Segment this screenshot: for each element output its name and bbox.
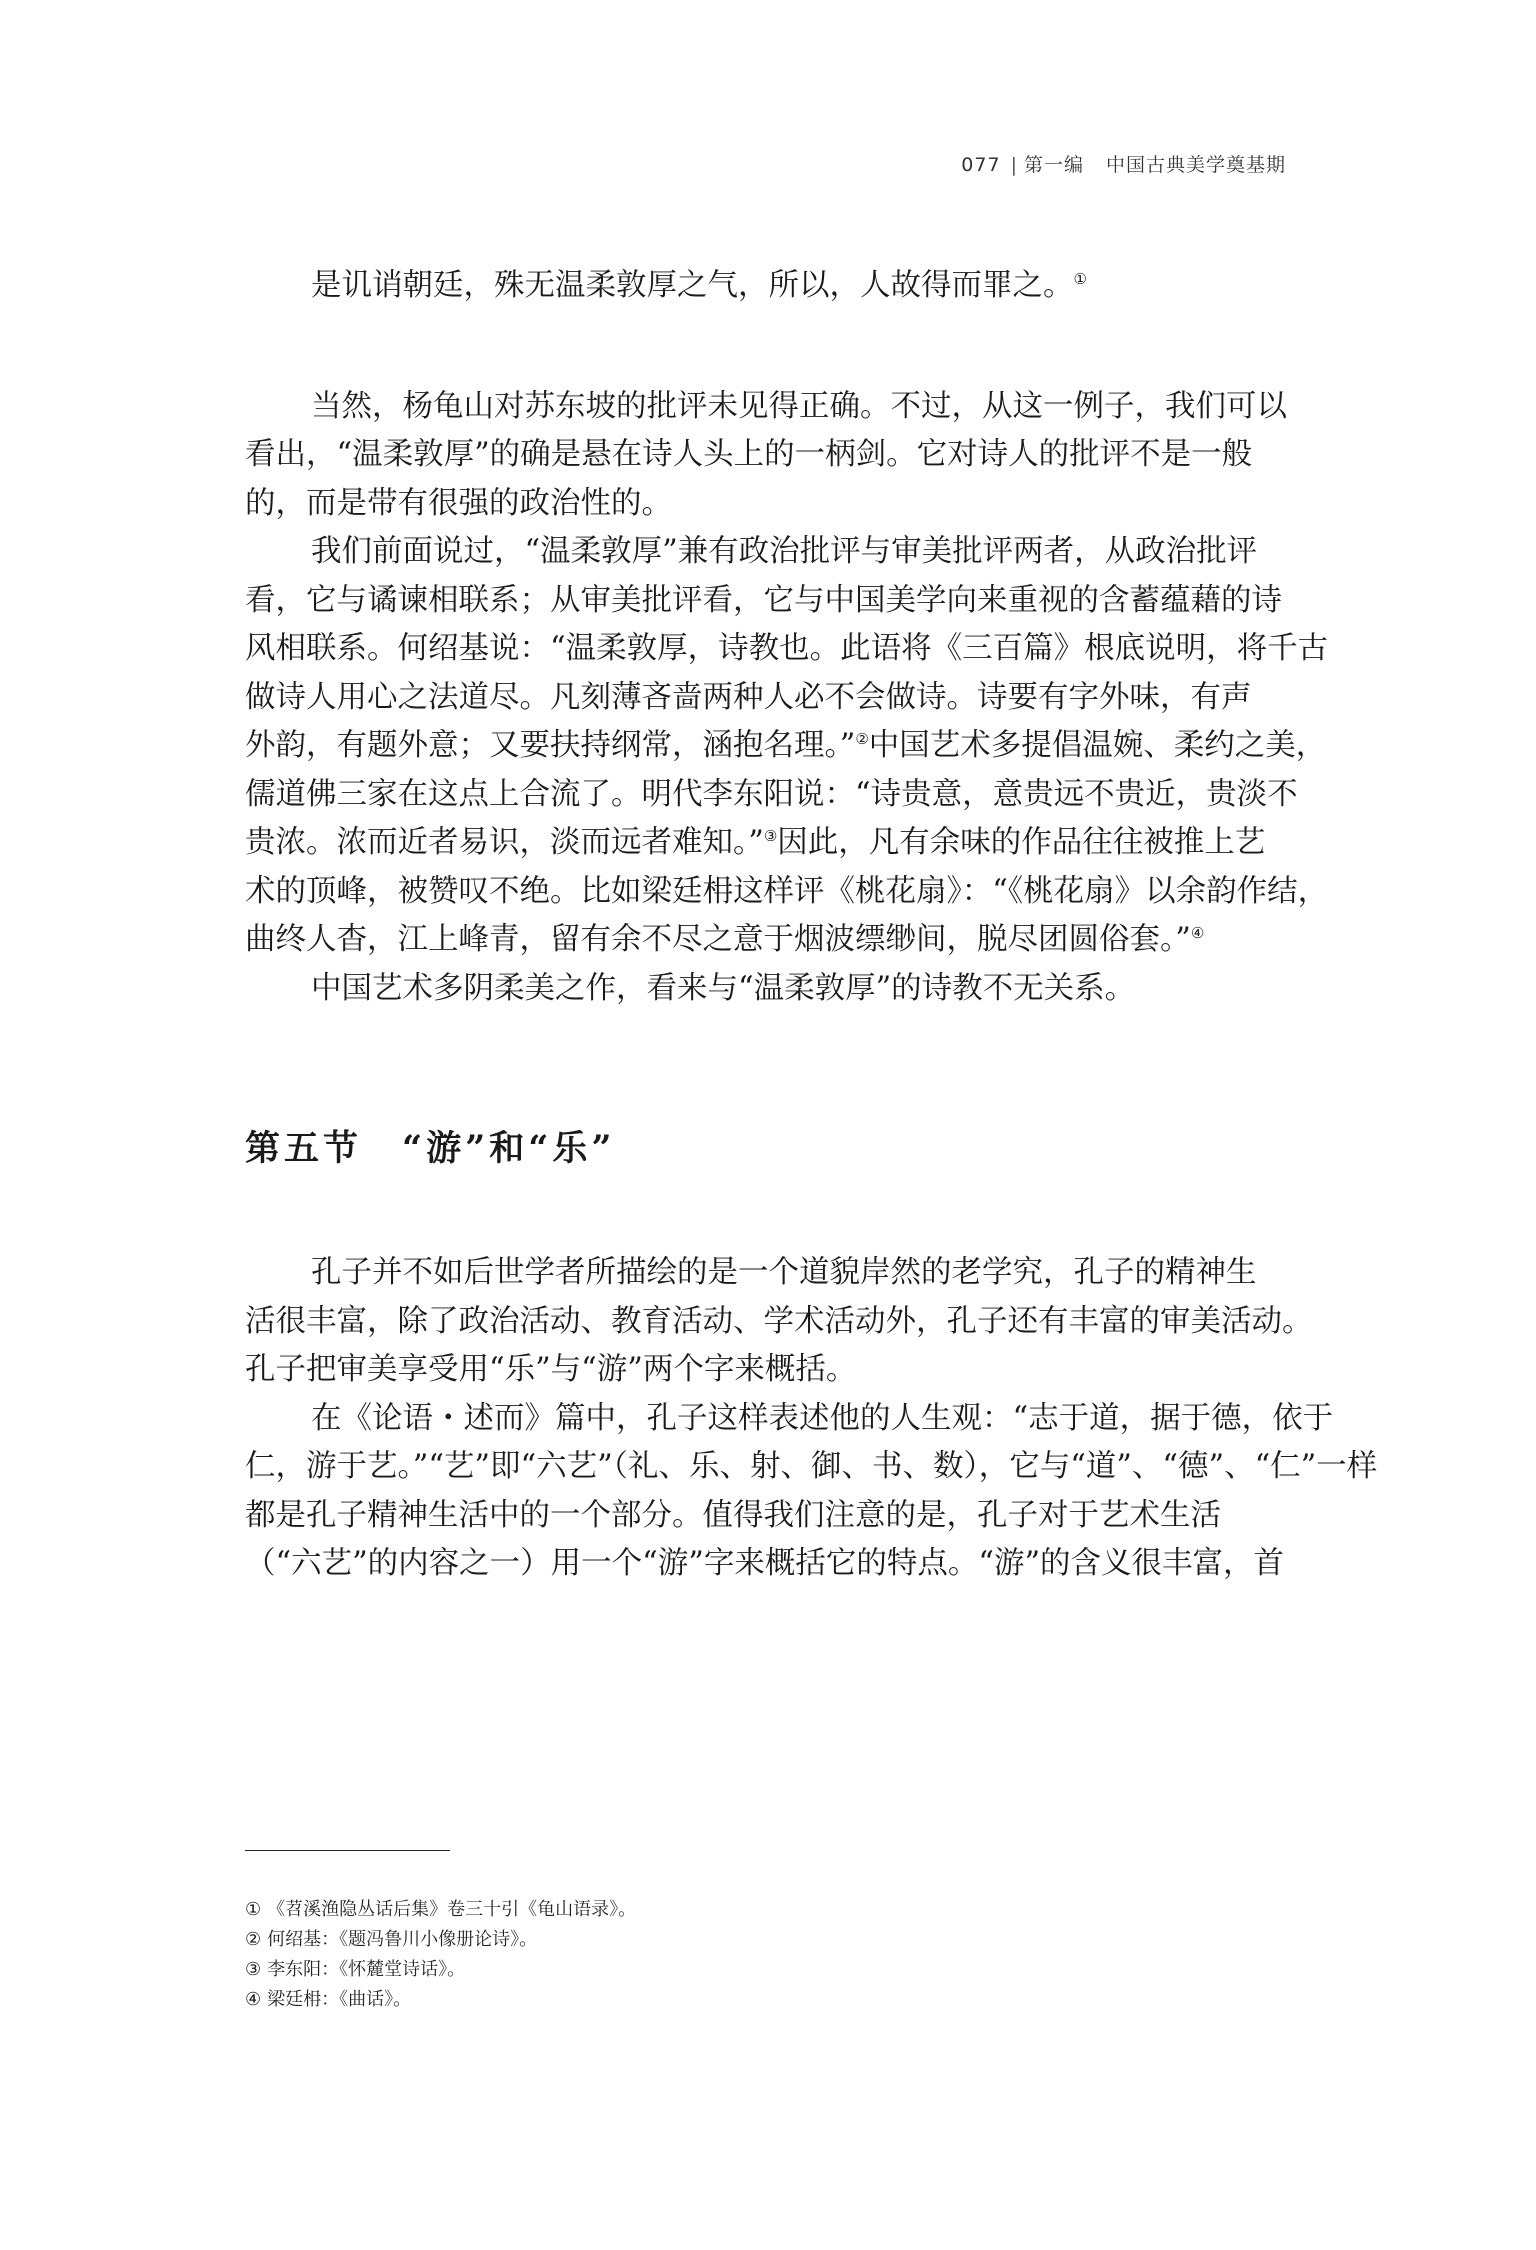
main-text (245, 262, 1378, 1589)
text-line: 是讥诮朝廷，殊无温柔敦厚之气，所以，人故得而罪之。① (311, 268, 1087, 303)
footnotes (245, 1895, 1290, 2015)
paragraph (245, 1395, 1378, 1589)
text-line: 做诗人用心之法道尽。凡刻薄吝啬两种人必不会做诗。诗要有字外味，有声 (245, 679, 1252, 715)
footnote-item (245, 1895, 1290, 1925)
text-line: 仁，游于艺。”“艺”即“六艺”（礼、乐、射、御、书、数），它与“道”、“德”、“仁”一样 (245, 1449, 1378, 1484)
text-line: 都是孔子精神生活中的一个部分。值得我们注意的是，孔子对于艺术生活 (245, 1497, 1221, 1533)
paragraph (245, 528, 1329, 965)
footnote-mark: ① (245, 1899, 262, 1920)
footnote-ref[interactable]: ① (1073, 269, 1087, 288)
text-line: 在《论语・述而》篇中，孔子这样表述他的人生观：“志于道，据于德，依于 (311, 1400, 1334, 1436)
text-line: 当然，杨龟山对苏东坡的批评未见得正确。不过，从这一例子，我们可以 (311, 388, 1287, 424)
footnote-ref[interactable]: ② (855, 729, 869, 748)
text-line: 的，而是带有很强的政治性的。 (245, 485, 672, 521)
text-line: （“六艺”的内容之一）用一个“游”字来概括它的特点。“游”的含义很丰富，首 (245, 1546, 1285, 1581)
text-line: 我们前面说过，“温柔敦厚”兼有政治批评与审美批评两者，从政治批评 (311, 534, 1258, 569)
paragraph (245, 1249, 1313, 1395)
footnote-mark: ④ (245, 1989, 262, 2010)
text-line: 儒道佛三家在这点上合流了。明代李东阳说：“诗贵意，意贵远不贵近，贵淡不 (245, 776, 1298, 812)
footnote-divider (245, 1850, 450, 1851)
header-chapter: 中国古典美学奠基期 (1105, 154, 1286, 176)
text-line: 中国艺术多阴柔美之作，看来与“温柔敦厚”的诗教不无关系。 (311, 970, 1136, 1006)
footnote-ref[interactable]: ④ (1190, 923, 1205, 942)
footnote-text: 梁廷枏：《曲话》。 (267, 1989, 412, 2010)
text-line: 贵浓。浓而近者易识，淡而远者难知。”③因此，凡有余味的作品往往被推上艺 (245, 825, 1266, 860)
footnote-item (245, 1955, 1290, 1985)
section-heading (245, 1121, 1290, 1171)
page-number: 077 (961, 154, 1001, 176)
footnote-item (245, 1925, 1290, 1955)
footnote-mark: ② (245, 1929, 262, 1950)
text-line: 曲终人杳，江上峰青，留有余不尽之意于烟波缥缈间，脱尽团圆俗套。”④ (245, 922, 1205, 957)
text-line: 孔子并不如后世学者所描绘的是一个道貌岸然的老学究，孔子的精神生 (311, 1255, 1257, 1290)
footnote-text: 何绍基：《题冯鲁川小像册论诗》。 (267, 1929, 538, 1950)
text-line: 孔子把审美享受用“乐”与“游”两个字来概括。 (245, 1352, 857, 1387)
paragraph (245, 965, 1290, 1014)
text-line: 外韵，有题外意；又要扶持纲常，涵抱名理。”②中国艺术多提倡温婉、柔约之美， (245, 728, 1327, 763)
paragraph (245, 383, 1290, 529)
text-line: 术的顶峰，被赞叹不绝。比如梁廷枏这样评《桃花扇》：“《桃花扇》以余韵作结， (245, 873, 1329, 909)
text-line: 看，它与谲谏相联系；从审美批评看，它与中国美学向来重视的含蓄蕴藉的诗 (245, 582, 1282, 618)
header-separator: | (1010, 154, 1018, 176)
footnote-text: 《苕溪渔隐丛话后集》卷三十引《龟山语录》。 (267, 1899, 637, 1920)
header-part: 第一编 (1023, 154, 1084, 176)
footnote-mark: ③ (245, 1959, 262, 1980)
text-line: 风相联系。何绍基说：“温柔敦厚，诗教也。此语将《三百篇》根底说明，将千古 (245, 631, 1329, 666)
text-line: 看出，“温柔敦厚”的确是悬在诗人头上的一柄剑。它对诗人的批评不是一般 (245, 437, 1253, 472)
running-header (961, 150, 1286, 177)
footnote-item (245, 1985, 1290, 2015)
section-title: “游”和“乐” (402, 1128, 616, 1169)
paragraph (245, 262, 1290, 311)
footnote-text: 李东阳：《怀麓堂诗话》。 (267, 1959, 466, 1980)
text-line: 活很丰富，除了政治活动、教育活动、学术活动外，孔子还有丰富的审美活动。 (245, 1303, 1313, 1339)
footnote-ref[interactable]: ③ (763, 826, 778, 845)
section-number: 第五节 (245, 1128, 363, 1169)
